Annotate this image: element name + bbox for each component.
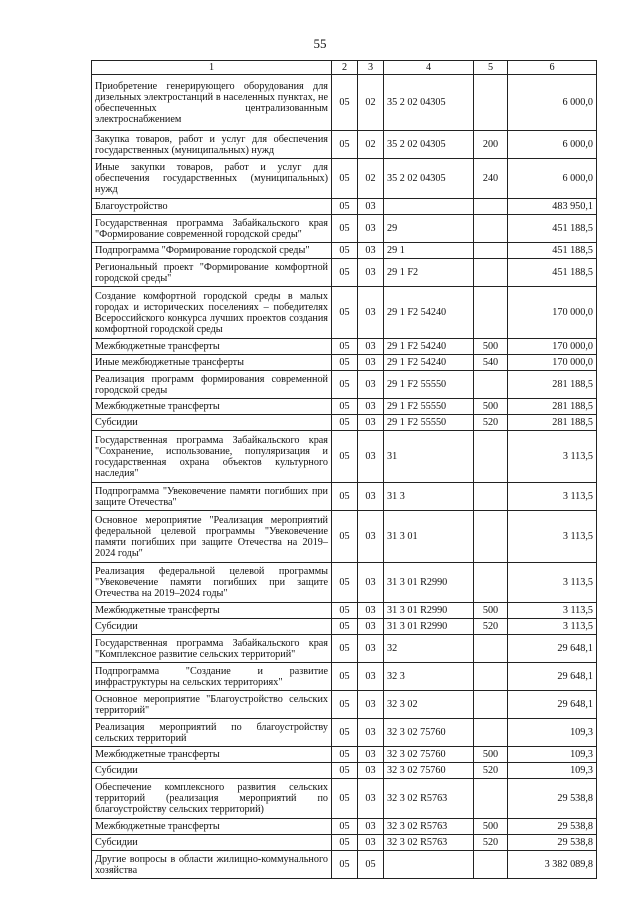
target-article-cell: 31 3 01 bbox=[384, 511, 474, 563]
target-article-cell: 32 3 bbox=[384, 663, 474, 691]
target-article-cell: 29 1 F2 55550 bbox=[384, 399, 474, 415]
row-name-cell: Субсидии bbox=[92, 619, 332, 635]
expense-type-cell bbox=[474, 635, 508, 663]
amount-cell: 29 648,1 bbox=[508, 691, 597, 719]
table-row bbox=[92, 339, 597, 355]
expense-type-cell: 500 bbox=[474, 603, 508, 619]
amount-cell: 3 113,5 bbox=[508, 563, 597, 603]
row-name-cell: Основное мероприятие "Реализация мероприятий федеральной целевой программы "Увековечение памяти погибших при защите Отечества на 2019–2024 годы" bbox=[92, 511, 332, 563]
amount-cell: 451 188,5 bbox=[508, 215, 597, 243]
expense-type-cell bbox=[474, 243, 508, 259]
target-article-cell: 32 3 02 75760 bbox=[384, 719, 474, 747]
section-code-cell: 05 bbox=[332, 779, 358, 819]
amount-cell: 170 000,0 bbox=[508, 355, 597, 371]
subsection-code-cell: 03 bbox=[358, 819, 384, 835]
row-name-cell: Обеспечение комплексного развития сельских территорий (реализация мероприятий по благоустройству сельских территорий) bbox=[92, 779, 332, 819]
section-code-cell: 05 bbox=[332, 563, 358, 603]
section-code-cell: 05 bbox=[332, 199, 358, 215]
section-code-cell: 05 bbox=[332, 431, 358, 483]
subsection-code-cell: 03 bbox=[358, 763, 384, 779]
table-row bbox=[92, 779, 597, 819]
expense-type-cell: 520 bbox=[474, 763, 508, 779]
expense-type-cell bbox=[474, 719, 508, 747]
subsection-code-cell: 03 bbox=[358, 371, 384, 399]
target-article-cell: 29 1 bbox=[384, 243, 474, 259]
column-header: 6 bbox=[508, 61, 597, 75]
section-code-cell: 05 bbox=[332, 371, 358, 399]
row-name-cell: Государственная программа Забайкальского края "Формирование современной городской среды" bbox=[92, 215, 332, 243]
row-name-cell: Основное мероприятие "Благоустройство сельских территорий" bbox=[92, 691, 332, 719]
table-row bbox=[92, 355, 597, 371]
target-article-cell: 29 1 F2 55550 bbox=[384, 415, 474, 431]
table-row bbox=[92, 399, 597, 415]
subsection-code-cell: 03 bbox=[358, 215, 384, 243]
expense-type-cell: 500 bbox=[474, 339, 508, 355]
row-name-cell: Субсидии bbox=[92, 763, 332, 779]
section-code-cell: 05 bbox=[332, 763, 358, 779]
subsection-code-cell: 05 bbox=[358, 851, 384, 879]
target-article-cell: 35 2 02 04305 bbox=[384, 75, 474, 131]
expense-type-cell: 540 bbox=[474, 355, 508, 371]
section-code-cell: 05 bbox=[332, 287, 358, 339]
column-header: 2 bbox=[332, 61, 358, 75]
target-article-cell: 32 bbox=[384, 635, 474, 663]
section-code-cell: 05 bbox=[332, 75, 358, 131]
expense-type-cell bbox=[474, 287, 508, 339]
row-name-cell: Межбюджетные трансферты bbox=[92, 819, 332, 835]
amount-cell: 3 113,5 bbox=[508, 619, 597, 635]
amount-cell: 29 648,1 bbox=[508, 635, 597, 663]
expense-type-cell bbox=[474, 663, 508, 691]
section-code-cell: 05 bbox=[332, 399, 358, 415]
amount-cell: 3 382 089,8 bbox=[508, 851, 597, 879]
row-name-cell: Другие вопросы в области жилищно-коммунального хозяйства bbox=[92, 851, 332, 879]
subsection-code-cell: 03 bbox=[358, 243, 384, 259]
row-name-cell: Благоустройство bbox=[92, 199, 332, 215]
row-name-cell: Подпрограмма "Создание и развитие инфраструктуры на сельских территориях" bbox=[92, 663, 332, 691]
amount-cell: 281 188,5 bbox=[508, 399, 597, 415]
amount-cell: 29 538,8 bbox=[508, 779, 597, 819]
target-article-cell: 32 3 02 R5763 bbox=[384, 835, 474, 851]
subsection-code-cell: 03 bbox=[358, 287, 384, 339]
amount-cell: 29 538,8 bbox=[508, 819, 597, 835]
row-name-cell: Реализация программ формирования современной городской среды bbox=[92, 371, 332, 399]
amount-cell: 170 000,0 bbox=[508, 287, 597, 339]
amount-cell: 6 000,0 bbox=[508, 131, 597, 159]
amount-cell: 6 000,0 bbox=[508, 159, 597, 199]
row-name-cell: Государственная программа Забайкальского края "Сохранение, использование, популяризация и государственная охрана объектов культурного наследия" bbox=[92, 431, 332, 483]
header-row bbox=[92, 61, 597, 75]
budget-table bbox=[91, 60, 597, 879]
row-name-cell: Подпрограмма "Увековечение памяти погибших при защите Отечества" bbox=[92, 483, 332, 511]
amount-cell: 109,3 bbox=[508, 747, 597, 763]
table-row bbox=[92, 763, 597, 779]
section-code-cell: 05 bbox=[332, 243, 358, 259]
target-article-cell: 32 3 02 75760 bbox=[384, 747, 474, 763]
expense-type-cell: 500 bbox=[474, 399, 508, 415]
row-name-cell: Создание комфортной городской среды в малых городах и исторических поселениях – победителях Всероссийского конкурса лучших проектов создания комфортной городской среды bbox=[92, 287, 332, 339]
subsection-code-cell: 03 bbox=[358, 835, 384, 851]
amount-cell: 3 113,5 bbox=[508, 511, 597, 563]
row-name-cell: Реализация федеральной целевой программы "Увековечение памяти погибших при защите Отечества на 2019–2024 годы" bbox=[92, 563, 332, 603]
target-article-cell: 32 3 02 bbox=[384, 691, 474, 719]
table-row bbox=[92, 215, 597, 243]
table-row bbox=[92, 691, 597, 719]
expense-type-cell bbox=[474, 851, 508, 879]
expense-type-cell: 200 bbox=[474, 131, 508, 159]
subsection-code-cell: 02 bbox=[358, 159, 384, 199]
target-article-cell: 31 3 01 R2990 bbox=[384, 603, 474, 619]
section-code-cell: 05 bbox=[332, 483, 358, 511]
target-article-cell: 29 1 F2 54240 bbox=[384, 339, 474, 355]
amount-cell: 451 188,5 bbox=[508, 243, 597, 259]
row-name-cell: Межбюджетные трансферты bbox=[92, 747, 332, 763]
subsection-code-cell: 03 bbox=[358, 563, 384, 603]
section-code-cell: 05 bbox=[332, 835, 358, 851]
amount-cell: 3 113,5 bbox=[508, 483, 597, 511]
section-code-cell: 05 bbox=[332, 215, 358, 243]
row-name-cell: Субсидии bbox=[92, 415, 332, 431]
row-name-cell: Субсидии bbox=[92, 835, 332, 851]
target-article-cell: 31 3 01 R2990 bbox=[384, 619, 474, 635]
target-article-cell: 32 3 02 R5763 bbox=[384, 779, 474, 819]
row-name-cell: Реализация мероприятий по благоустройству сельских территорий bbox=[92, 719, 332, 747]
subsection-code-cell: 03 bbox=[358, 415, 384, 431]
row-name-cell: Межбюджетные трансферты bbox=[92, 339, 332, 355]
subsection-code-cell: 03 bbox=[358, 511, 384, 563]
target-article-cell: 29 1 F2 55550 bbox=[384, 371, 474, 399]
table-row bbox=[92, 851, 597, 879]
amount-cell: 281 188,5 bbox=[508, 371, 597, 399]
table-row bbox=[92, 431, 597, 483]
expense-type-cell bbox=[474, 431, 508, 483]
subsection-code-cell: 03 bbox=[358, 259, 384, 287]
row-name-cell: Подпрограмма "Формирование городской среды" bbox=[92, 243, 332, 259]
table-row bbox=[92, 635, 597, 663]
amount-cell: 3 113,5 bbox=[508, 431, 597, 483]
expense-type-cell bbox=[474, 215, 508, 243]
table-row bbox=[92, 199, 597, 215]
subsection-code-cell: 03 bbox=[358, 339, 384, 355]
target-article-cell: 29 bbox=[384, 215, 474, 243]
target-article-cell: 31 bbox=[384, 431, 474, 483]
subsection-code-cell: 03 bbox=[358, 719, 384, 747]
expense-type-cell bbox=[474, 779, 508, 819]
amount-cell: 109,3 bbox=[508, 763, 597, 779]
section-code-cell: 05 bbox=[332, 819, 358, 835]
section-code-cell: 05 bbox=[332, 511, 358, 563]
amount-cell: 109,3 bbox=[508, 719, 597, 747]
expense-type-cell: 500 bbox=[474, 819, 508, 835]
table-row bbox=[92, 603, 597, 619]
expense-type-cell bbox=[474, 199, 508, 215]
target-article-cell: 31 3 01 R2990 bbox=[384, 563, 474, 603]
row-name-cell: Государственная программа Забайкальского края "Комплексное развитие сельских территорий" bbox=[92, 635, 332, 663]
amount-cell: 29 538,8 bbox=[508, 835, 597, 851]
table-row bbox=[92, 483, 597, 511]
row-name-cell: Межбюджетные трансферты bbox=[92, 399, 332, 415]
amount-cell: 451 188,5 bbox=[508, 259, 597, 287]
section-code-cell: 05 bbox=[332, 635, 358, 663]
subsection-code-cell: 02 bbox=[358, 75, 384, 131]
expense-type-cell bbox=[474, 371, 508, 399]
table-row bbox=[92, 131, 597, 159]
table-row bbox=[92, 563, 597, 603]
target-article-cell: 31 3 bbox=[384, 483, 474, 511]
table-row bbox=[92, 243, 597, 259]
expense-type-cell bbox=[474, 511, 508, 563]
subsection-code-cell: 03 bbox=[358, 483, 384, 511]
target-article-cell: 35 2 02 04305 bbox=[384, 131, 474, 159]
subsection-code-cell: 03 bbox=[358, 199, 384, 215]
subsection-code-cell: 03 bbox=[358, 619, 384, 635]
table-row bbox=[92, 159, 597, 199]
table-row bbox=[92, 663, 597, 691]
subsection-code-cell: 03 bbox=[358, 747, 384, 763]
subsection-code-cell: 03 bbox=[358, 635, 384, 663]
section-code-cell: 05 bbox=[332, 131, 358, 159]
target-article-cell: 32 3 02 R5763 bbox=[384, 819, 474, 835]
column-header: 5 bbox=[474, 61, 508, 75]
expense-type-cell bbox=[474, 259, 508, 287]
section-code-cell: 05 bbox=[332, 619, 358, 635]
subsection-code-cell: 03 bbox=[358, 399, 384, 415]
target-article-cell bbox=[384, 851, 474, 879]
expense-type-cell: 520 bbox=[474, 835, 508, 851]
target-article-cell: 35 2 02 04305 bbox=[384, 159, 474, 199]
table-row bbox=[92, 415, 597, 431]
table-row bbox=[92, 819, 597, 835]
table-row bbox=[92, 371, 597, 399]
expense-type-cell: 500 bbox=[474, 747, 508, 763]
amount-cell: 483 950,1 bbox=[508, 199, 597, 215]
table-row bbox=[92, 75, 597, 131]
expense-type-cell: 520 bbox=[474, 619, 508, 635]
amount-cell: 3 113,5 bbox=[508, 603, 597, 619]
table-row bbox=[92, 259, 597, 287]
amount-cell: 170 000,0 bbox=[508, 339, 597, 355]
column-header: 3 bbox=[358, 61, 384, 75]
row-name-cell: Межбюджетные трансферты bbox=[92, 603, 332, 619]
section-code-cell: 05 bbox=[332, 415, 358, 431]
target-article-cell: 32 3 02 75760 bbox=[384, 763, 474, 779]
row-name-cell: Приобретение генерирующего оборудования для дизельных электростанций в населенных пунктах, не обеспеченных централизованным электроснабжением bbox=[92, 75, 332, 131]
row-name-cell: Региональный проект "Формирование комфортной городской среды" bbox=[92, 259, 332, 287]
subsection-code-cell: 03 bbox=[358, 431, 384, 483]
section-code-cell: 05 bbox=[332, 339, 358, 355]
section-code-cell: 05 bbox=[332, 603, 358, 619]
subsection-code-cell: 03 bbox=[358, 779, 384, 819]
table-row bbox=[92, 619, 597, 635]
column-header: 1 bbox=[92, 61, 332, 75]
row-name-cell: Закупка товаров, работ и услуг для обеспечения государственных (муниципальных) нужд bbox=[92, 131, 332, 159]
row-name-cell: Иные закупки товаров, работ и услуг для обеспечения государственных (муниципальных) нужд bbox=[92, 159, 332, 199]
expense-type-cell bbox=[474, 691, 508, 719]
expense-type-cell: 520 bbox=[474, 415, 508, 431]
amount-cell: 281 188,5 bbox=[508, 415, 597, 431]
target-article-cell: 29 1 F2 54240 bbox=[384, 287, 474, 339]
page-number: 55 bbox=[313, 36, 327, 51]
expense-type-cell bbox=[474, 483, 508, 511]
amount-cell: 29 648,1 bbox=[508, 663, 597, 691]
section-code-cell: 05 bbox=[332, 747, 358, 763]
target-article-cell bbox=[384, 199, 474, 215]
expense-type-cell: 240 bbox=[474, 159, 508, 199]
table-row bbox=[92, 511, 597, 563]
section-code-cell: 05 bbox=[332, 691, 358, 719]
table-row bbox=[92, 287, 597, 339]
section-code-cell: 05 bbox=[332, 719, 358, 747]
section-code-cell: 05 bbox=[332, 159, 358, 199]
section-code-cell: 05 bbox=[332, 663, 358, 691]
target-article-cell: 29 1 F2 54240 bbox=[384, 355, 474, 371]
table-row bbox=[92, 747, 597, 763]
subsection-code-cell: 03 bbox=[358, 603, 384, 619]
section-code-cell: 05 bbox=[332, 355, 358, 371]
subsection-code-cell: 02 bbox=[358, 131, 384, 159]
table-row bbox=[92, 719, 597, 747]
column-header: 4 bbox=[384, 61, 474, 75]
subsection-code-cell: 03 bbox=[358, 663, 384, 691]
amount-cell: 6 000,0 bbox=[508, 75, 597, 131]
expense-type-cell bbox=[474, 563, 508, 603]
section-code-cell: 05 bbox=[332, 851, 358, 879]
section-code-cell: 05 bbox=[332, 259, 358, 287]
subsection-code-cell: 03 bbox=[358, 355, 384, 371]
table-row bbox=[92, 835, 597, 851]
row-name-cell: Иные межбюджетные трансферты bbox=[92, 355, 332, 371]
subsection-code-cell: 03 bbox=[358, 691, 384, 719]
expense-type-cell bbox=[474, 75, 508, 131]
target-article-cell: 29 1 F2 bbox=[384, 259, 474, 287]
